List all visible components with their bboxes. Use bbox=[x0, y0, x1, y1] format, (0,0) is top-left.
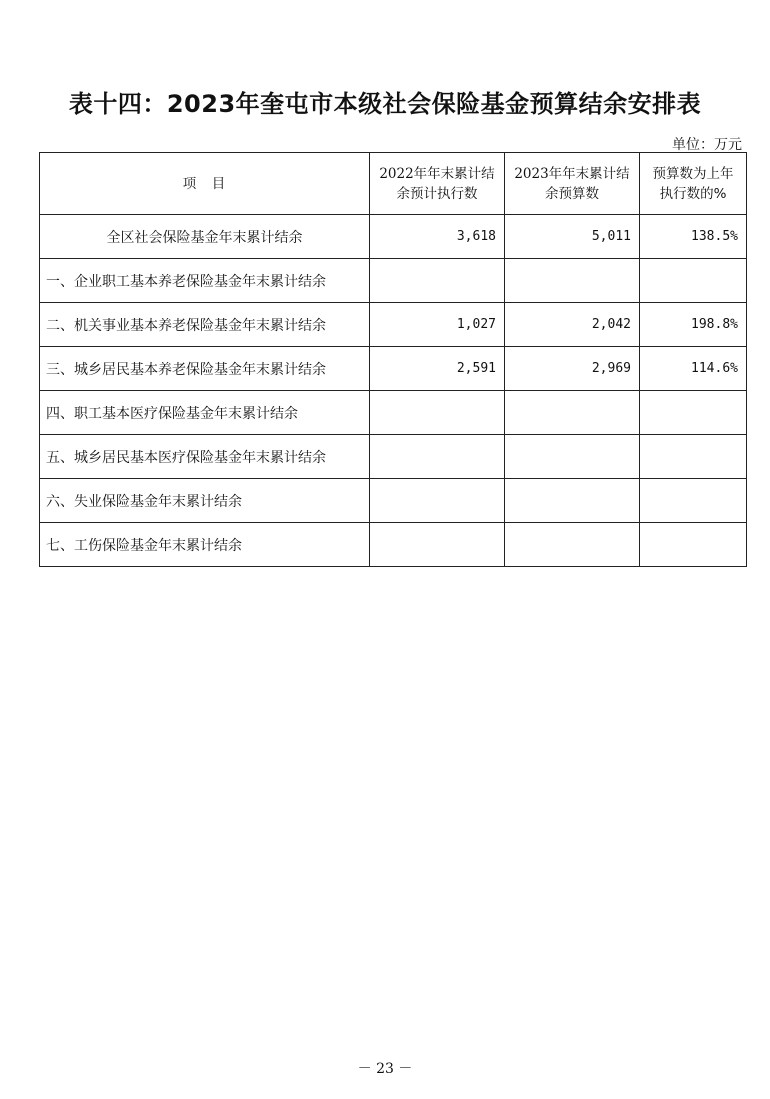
budget-table bbox=[39, 152, 747, 567]
cell-2023: 5,011 bbox=[505, 215, 640, 259]
cell-2022: 3,618 bbox=[370, 215, 505, 259]
cell-pct: 114.6% bbox=[640, 347, 747, 391]
cell-pct bbox=[640, 479, 747, 523]
header-item: 项 目 bbox=[40, 153, 370, 215]
header-2022-line1: 2022年年末累计结 bbox=[379, 165, 495, 182]
cell-2023: 2,969 bbox=[505, 347, 640, 391]
cell-pct: 138.5% bbox=[640, 215, 747, 259]
table-row bbox=[40, 303, 747, 347]
row-item: 四、职工基本医疗保险基金年末累计结余 bbox=[40, 391, 370, 435]
table-header-row bbox=[40, 153, 747, 215]
table-row bbox=[40, 391, 747, 435]
header-2022-execution bbox=[370, 153, 505, 215]
page-number: － 23 － bbox=[357, 1061, 413, 1077]
header-2022-line2: 余预计执行数 bbox=[396, 185, 478, 202]
cell-2022 bbox=[370, 479, 505, 523]
header-percentage bbox=[640, 153, 747, 215]
table-row bbox=[40, 215, 747, 259]
table-row bbox=[40, 347, 747, 391]
header-2023-budget bbox=[505, 153, 640, 215]
page-title: 表十四：2023年奎屯市本级社会保险基金预算结余安排表 bbox=[68, 90, 702, 118]
table-row bbox=[40, 479, 747, 523]
row-item: 三、城乡居民基本养老保险基金年末累计结余 bbox=[40, 347, 370, 391]
cell-2022 bbox=[370, 259, 505, 303]
row-item-total: 全区社会保险基金年末累计结余 bbox=[40, 215, 370, 259]
cell-2022: 2,591 bbox=[370, 347, 505, 391]
header-2023-line1: 2023年年末累计结 bbox=[514, 165, 630, 182]
table-row bbox=[40, 259, 747, 303]
cell-pct bbox=[640, 259, 747, 303]
cell-pct bbox=[640, 435, 747, 479]
header-pct-line2: 执行数的% bbox=[659, 185, 727, 202]
cell-2023 bbox=[505, 435, 640, 479]
cell-2023 bbox=[505, 259, 640, 303]
cell-2022 bbox=[370, 523, 505, 567]
header-2023-line2: 余预算数 bbox=[545, 185, 599, 202]
table-row bbox=[40, 523, 747, 567]
cell-2023: 2,042 bbox=[505, 303, 640, 347]
cell-2023 bbox=[505, 523, 640, 567]
row-item: 一、企业职工基本养老保险基金年末累计结余 bbox=[40, 259, 370, 303]
table-row bbox=[40, 435, 747, 479]
cell-2023 bbox=[505, 391, 640, 435]
cell-pct bbox=[640, 523, 747, 567]
row-item: 七、工伤保险基金年末累计结余 bbox=[40, 523, 370, 567]
cell-pct bbox=[640, 391, 747, 435]
unit-label: 单位：万元 bbox=[672, 137, 742, 153]
cell-pct: 198.8% bbox=[640, 303, 747, 347]
row-item: 六、失业保险基金年末累计结余 bbox=[40, 479, 370, 523]
cell-2023 bbox=[505, 479, 640, 523]
row-item: 五、城乡居民基本医疗保险基金年末累计结余 bbox=[40, 435, 370, 479]
cell-2022 bbox=[370, 391, 505, 435]
cell-2022: 1,027 bbox=[370, 303, 505, 347]
header-pct-line1: 预算数为上年 bbox=[652, 165, 734, 182]
row-item: 二、机关事业基本养老保险基金年末累计结余 bbox=[40, 303, 370, 347]
cell-2022 bbox=[370, 435, 505, 479]
